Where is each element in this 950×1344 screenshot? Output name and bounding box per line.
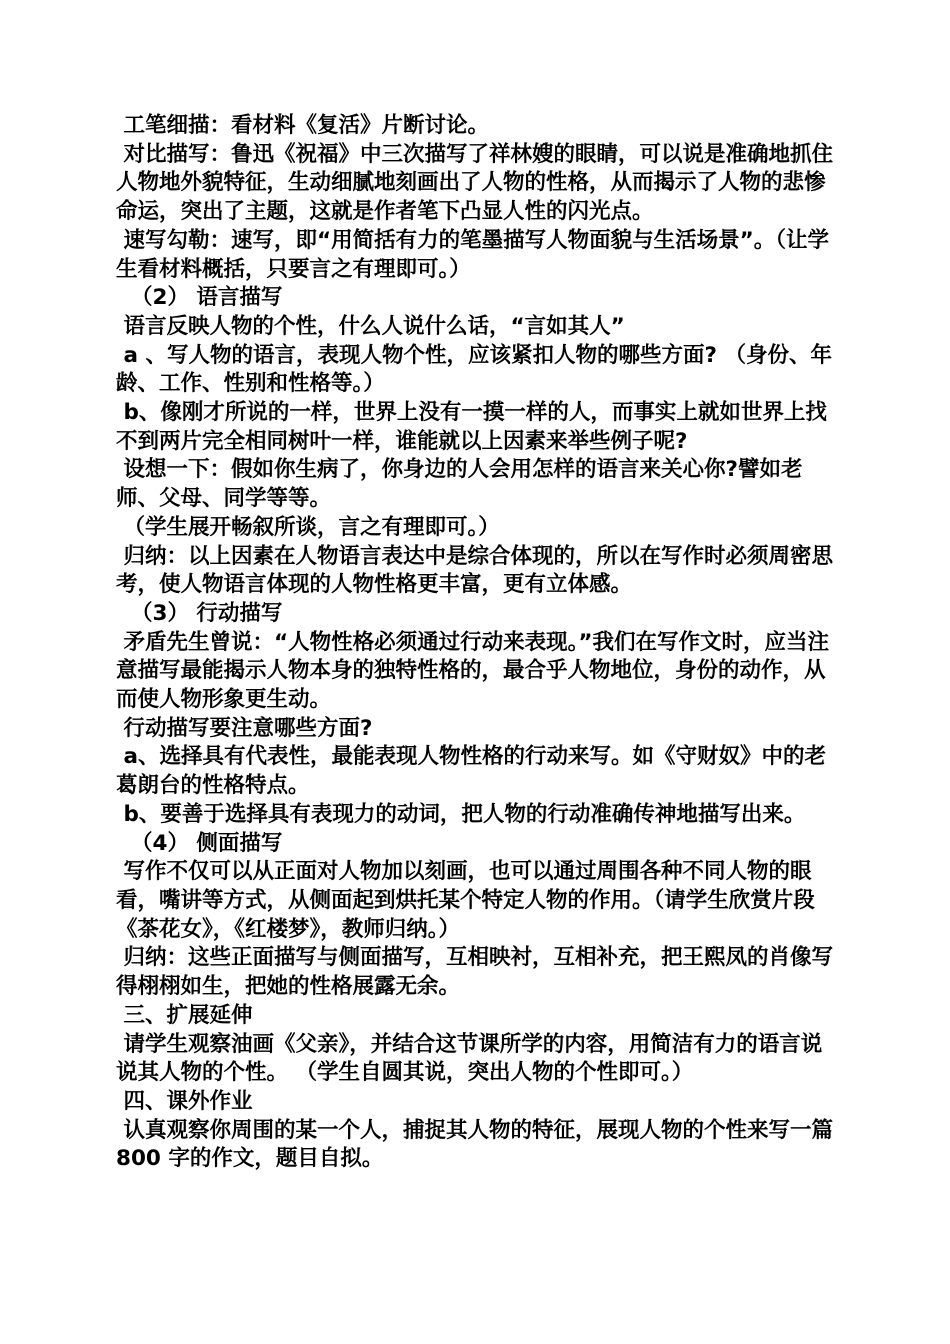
paragraph-imagine: 设想一下：假如你生病了，你身边的人会用怎样的语言来关心你?譬如老师、父母、同学等等。 [116, 457, 803, 512]
paragraph-language-reflects: 语言反映人物的个性，什么人说什么话，“言如其人” [116, 313, 625, 339]
paragraph-language-item-a: a 、写人物的语言，表现人物个性，应该紧扣人物的哪些方面? （身份、年龄、工作、性别和性格等。） [116, 342, 832, 397]
paragraph-extension: 请学生观察油画《父亲》，并结合这节课所学的内容，用简洁有力的语言说说其人物的个性。 （学生自圆其说，突出人物的个性即可。） [116, 1031, 823, 1086]
paragraph-language-item-b: b、像刚才所说的一样，世界上没有一摸一样的人，而事实上就如世界上找不到两片完全相同树叶一样，谁能就以上因素来举些例子呢? [116, 400, 827, 454]
paragraph-student-discussion: （学生展开畅叙所谈，言之有理即可。） [116, 514, 500, 540]
paragraph-side-description: 写作不仅可以从正面对人物加以刻画，也可以通过周围各种不同人物的眼看，嘴讲等方式，从侧面起到烘托某个特定人物的作用。（请学生欣赏片段《茶花女》，《红楼梦》，教师归纳。） [116, 859, 815, 942]
paragraph-mao-dun-quote: 矛盾先生曾说：“人物性格必须通过行动来表现。”我们在写作文时，应当注意描写最能揭示人物本身的独特性格的，最合乎人物地位，身份的动作，从而使人物形象更生动。 [116, 629, 830, 713]
paragraph-language-summary: 归纳：以上因素在人物语言表达中是综合体现的，所以在写作时必须周密思考，使人物语言体现的人物性格更丰富，更有立体感。 [116, 543, 834, 598]
paragraph-sketch-description: 速写勾勒：速写，即“用简括有力的笔墨描写人物面貌与生活场景”。（让学生看材料概括，只要言之有理即可。） [116, 227, 830, 282]
heading-side-description: （4） 侧面描写 [116, 830, 283, 856]
paragraph-gongbi: 工笔细描：看材料《复活》片断讨论。 [116, 113, 490, 138]
heading-extension: 三、扩展延伸 [116, 1002, 253, 1028]
paragraph-action-question: 行动描写要注意哪些方面? [116, 715, 373, 741]
paragraph-side-summary: 归纳：这些正面描写与侧面描写，互相映衬，互相补充，把王熙凤的肖像写得栩栩如生，把她的性格展露无余。 [116, 945, 834, 1000]
heading-action-description: （3） 行动描写 [116, 600, 283, 626]
heading-language-description: （2） 语言描写 [116, 285, 283, 311]
heading-homework: 四、课外作业 [116, 1088, 253, 1114]
paragraph-action-item-a: a、选择具有代表性，最能表现人物性格的行动来写。如《守财奴》中的老葛朗台的性格特点。 [116, 744, 827, 799]
paragraph-action-item-b: b、要善于选择具有表现力的动词，把人物的行动准确传神地描写出来。 [116, 801, 806, 827]
paragraph-homework: 认真观察你周围的某一个人，捕捉其人物的特征，展现人物的个性来写一篇 800 字的作文，题目自拟。 [116, 1117, 841, 1172]
paragraph-contrast-description: 对比描写：鲁迅《祝福》中三次描写了祥林嫂的眼睛，可以说是准确地抓住人物地外貌特征，生动细腻地刻画出了人物的性格，从而揭示了人物的悲惨命运，突出了主题，这就是作者笔下凸显人性的闪光点。 [116, 141, 834, 225]
document-body [116, 112, 840, 1174]
